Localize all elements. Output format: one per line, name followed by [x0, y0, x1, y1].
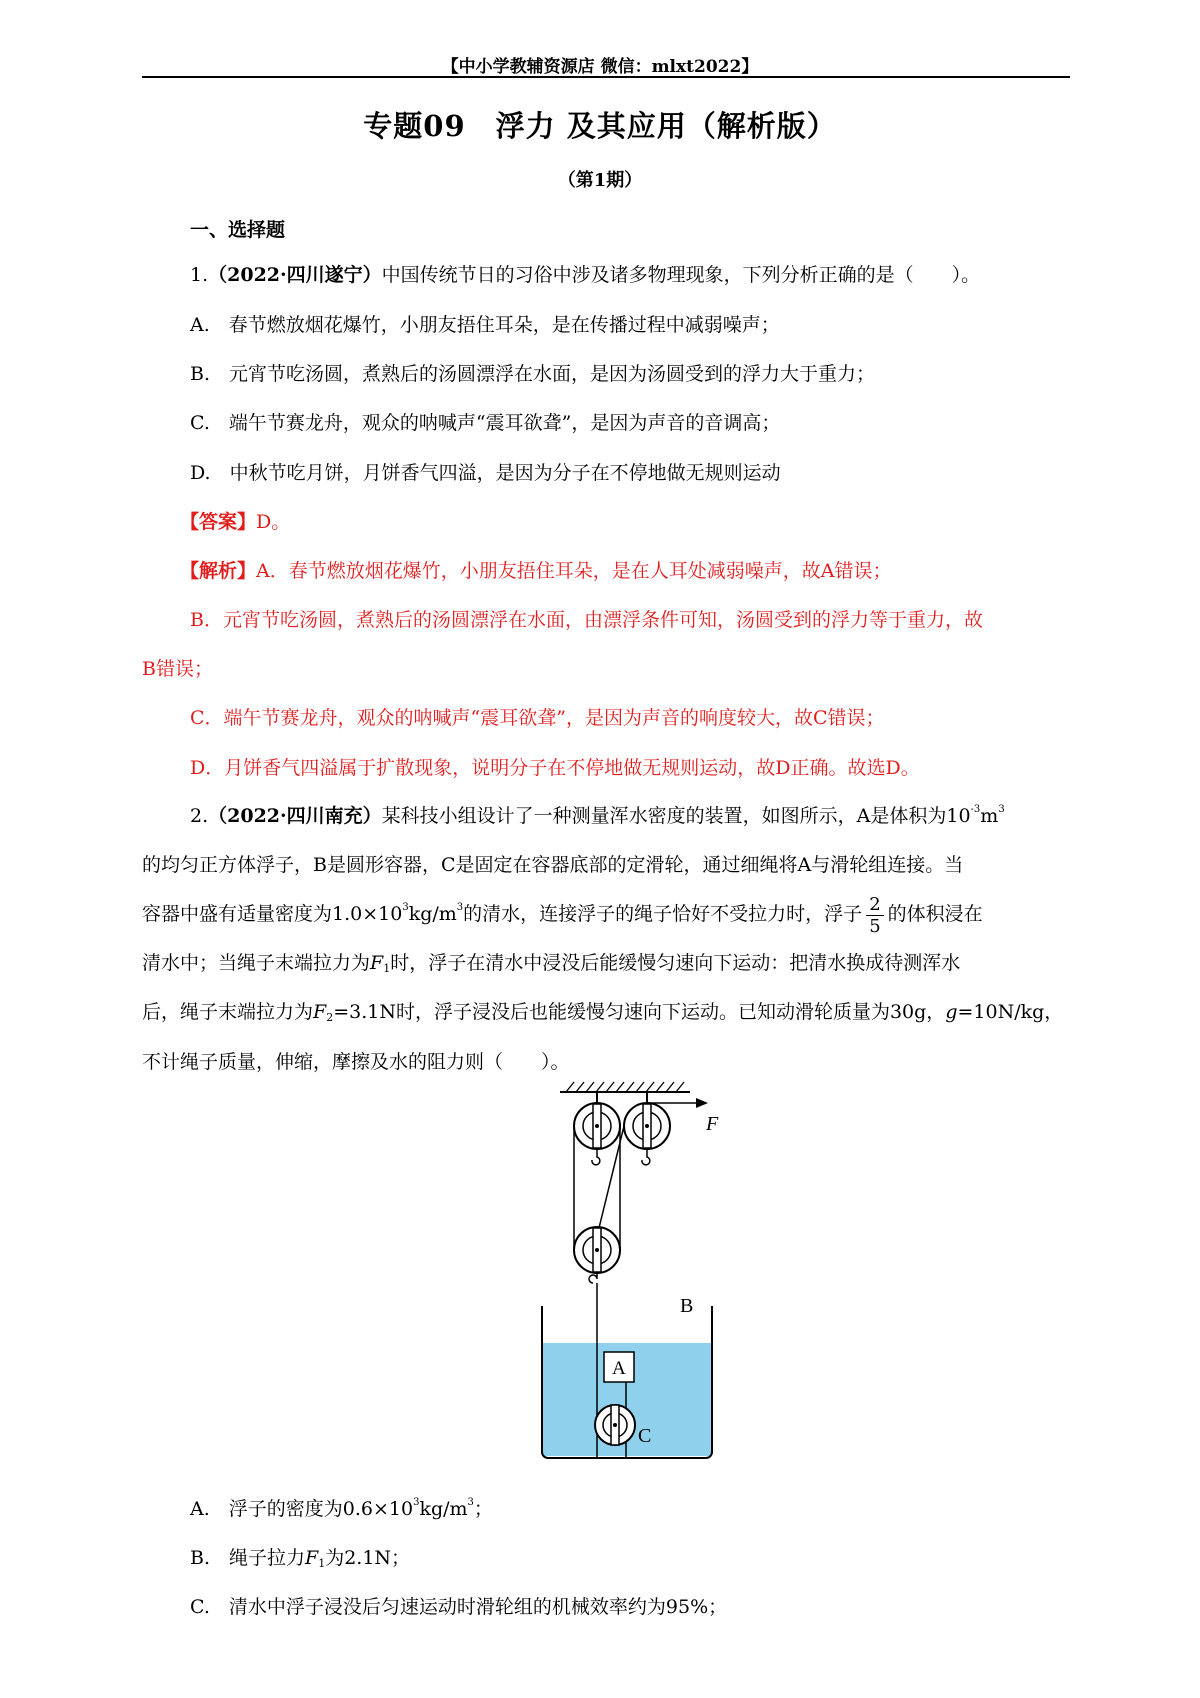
hook: [589, 1273, 597, 1283]
option-text: ；: [473, 1498, 493, 1520]
fraction: [866, 894, 883, 937]
section-heading: 一、选择题: [190, 219, 286, 241]
question-number: 1.: [190, 264, 209, 286]
answer: [180, 510, 290, 534]
question-text: 后，绳子末端拉力为: [142, 1001, 314, 1023]
question-text: =3.1N时，浮子浸没后也能缓慢匀速向下运动。已知动滑轮质量为30g，: [333, 1001, 946, 1023]
question-2-line-2: 的均匀正方体浮子，B是圆形容器，C是固定在容器底部的定滑轮，通过细绳将A与滑轮组连接。当: [142, 854, 964, 876]
question-2-line-1: [190, 804, 1005, 828]
question-2-line-3: [142, 890, 983, 938]
option-c: C. 端午节赛龙舟，观众的呐喊声“震耳欲聋”，是因为声音的音调高；: [190, 412, 781, 434]
question-2-line-4: [142, 951, 960, 975]
pulley-c-label: C: [638, 1425, 652, 1447]
question-text: 的体积浸在: [887, 903, 983, 925]
exponent: 3: [402, 902, 409, 913]
hook: [592, 1149, 600, 1165]
hook: [642, 1149, 650, 1165]
analysis-line: C．端午节赛龙舟，观众的呐喊声“震耳欲聋”，是因为声音的响度较大，故C错误；: [190, 707, 885, 729]
option-text: A. 浮子的密度为0.6×10: [190, 1498, 414, 1520]
analysis-line: D．月饼香气四溢属于扩散现象，说明分子在不停地做无规则运动，故D正确。故选D。: [190, 757, 920, 779]
question-text: 容器中盛有适量密度为1.0×10: [142, 903, 403, 925]
question-number: 2.: [190, 805, 209, 827]
exponent: 3: [413, 1497, 420, 1508]
variable: F: [370, 952, 384, 974]
question-text: 的清水，连接浮子的绳子恰好不受拉力时，浮子: [463, 903, 863, 925]
option-b: [190, 1546, 410, 1570]
subscript: 1: [383, 962, 391, 975]
question-source: （2022·四川南充）: [208, 805, 382, 827]
variable: g: [945, 1001, 958, 1023]
analysis-label: 【解析】: [180, 560, 257, 582]
question-text: 某科技小组设计了一种测量浑水密度的装置，如图所示，A是体积为10: [381, 805, 971, 827]
force-label: F: [706, 1113, 719, 1135]
option-b: B. 元宵节吃汤圆，煮熟后的汤圆漂浮在水面，是因为汤圆受到的浮力大于重力；: [190, 363, 876, 385]
question-1-stem: [190, 263, 980, 287]
option-text: 为2.1N；: [325, 1547, 411, 1569]
exponent: -3: [970, 804, 981, 815]
exponent: 3: [456, 902, 464, 913]
unit: kg/m: [408, 903, 457, 925]
analysis-line: [180, 559, 891, 583]
subscript: 1: [318, 1557, 326, 1570]
option-a: A. 春节燃放烟花爆竹，小朋友捂住耳朵，是在传播过程中减弱噪声；: [190, 314, 780, 336]
unit: m: [980, 805, 999, 827]
fixed-pulley-left: [574, 1103, 620, 1149]
answer-value: D。: [256, 511, 291, 533]
analysis-line: B．元宵节吃汤圆，煮熟后的汤圆漂浮在水面，由漂浮条件可知，汤圆受到的浮力等于重力，故: [190, 609, 983, 631]
answer-label: 【答案】: [180, 511, 257, 533]
float-label: A: [612, 1358, 626, 1379]
variable: F: [305, 1547, 319, 1569]
fraction-denominator: 5: [869, 915, 881, 937]
page-header: 【中小学教辅资源店 微信：mlxt2022】: [441, 57, 759, 77]
question-2-line-6: 不计绳子质量，伸缩，摩擦及水的阻力则（ ）。: [142, 1051, 570, 1073]
option-c: C. 清水中浮子浸没后匀速运动时滑轮组的机械效率约为95%；: [190, 1596, 728, 1618]
pulley-diagram: [530, 1080, 730, 1470]
container-label: B: [680, 1295, 694, 1317]
analysis-text: A．春节燃放烟花爆竹，小朋友捂住耳朵，是在人耳处减弱噪声，故A错误；: [256, 560, 892, 582]
fraction-numerator: 2: [866, 894, 883, 916]
option-text: B. 绳子拉力: [190, 1547, 306, 1569]
variable: F: [313, 1001, 327, 1023]
question-2-line-5: [142, 1000, 1063, 1024]
question-source: （2022·四川遂宁）: [208, 264, 382, 286]
exponent: 3: [467, 1497, 474, 1508]
ceiling-hatch: [566, 1082, 684, 1092]
issue-label: （第1期）: [557, 170, 643, 191]
subscript: 2: [326, 1011, 334, 1024]
option-a: [190, 1497, 493, 1521]
question-text: 时，浮子在清水中浸没后能缓慢匀速向下运动：把清水换成待测浑水: [390, 952, 961, 974]
pulley-diagram-svg: [530, 1080, 730, 1470]
analysis-line: B错误；: [142, 658, 213, 680]
option-d: D. 中秋节吃月饼，月饼香气四溢，是因为分子在不停地做无规则运动: [190, 462, 781, 484]
document-title: 专题09 浮力 及其应用（解析版）: [363, 109, 837, 143]
fixed-pulley-c: [595, 1405, 635, 1445]
unit: kg/m: [419, 1498, 468, 1520]
fixed-pulley-right: [624, 1103, 670, 1149]
question-text: 清水中；当绳子末端拉力为: [142, 952, 371, 974]
force-arrow: [696, 1098, 708, 1108]
movable-pulley: [574, 1227, 620, 1273]
question-text: =10N/kg，: [957, 1001, 1064, 1023]
header-divider: [142, 76, 1070, 78]
question-text: 中国传统节日的习俗中涉及诸多物理现象，下列分析正确的是（ ）。: [381, 264, 981, 286]
exponent: 3: [998, 804, 1005, 815]
